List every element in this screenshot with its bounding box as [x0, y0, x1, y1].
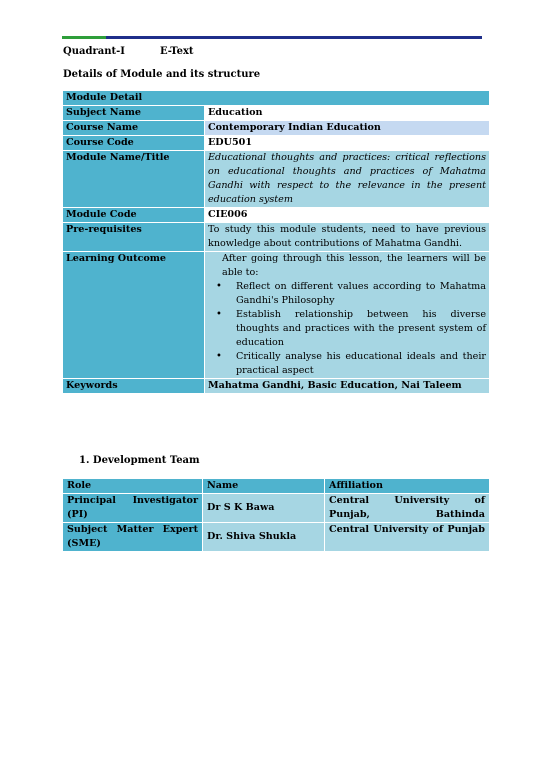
team-name: Dr. Shiva Shukla — [203, 523, 325, 552]
column-header-name: Name — [203, 479, 325, 494]
table-row — [63, 523, 490, 552]
course-code-label: Course Code — [63, 136, 205, 151]
course-code-value: EDU501 — [205, 136, 490, 151]
learning-outcome-intro: After going through this lesson, the learners will be able to: — [222, 253, 486, 278]
keywords-value: Mahatma Gandhi, Basic Education, Nai Taleem — [205, 379, 490, 394]
module-title-label: Module Name/Title — [63, 151, 205, 208]
table-row — [63, 252, 490, 379]
top-rule — [62, 36, 482, 39]
table-row — [63, 121, 490, 136]
table-row — [63, 151, 490, 208]
learning-outcome-list — [208, 280, 486, 378]
subject-name-label: Subject Name — [63, 106, 205, 121]
team-role-text: Principal Investigator (PI) — [67, 495, 198, 520]
column-header-affiliation: Affiliation — [325, 479, 490, 494]
list-item: • Establish relationship between his diverse thoughts and practices with the present system of education — [236, 308, 486, 350]
team-affiliation-text: Central University of Punjab — [329, 524, 485, 535]
team-role-text: Subject Matter Expert (SME) — [67, 524, 198, 549]
prerequisites-value: To study this module students, need to have previous knowledge about contributions of Mahatma Gandhi. — [205, 223, 490, 252]
list-item: • Critically analyse his educational ideals and their practical aspect — [236, 350, 486, 378]
top-rule-green — [62, 36, 106, 39]
team-affiliation — [325, 523, 490, 552]
table-header-row — [63, 479, 490, 494]
table-row — [63, 136, 490, 151]
module-code-label: Module Code — [63, 208, 205, 223]
page-subtitle: Details of Module and its structure — [63, 69, 261, 80]
keywords-label: Keywords — [63, 379, 205, 394]
table-row — [63, 494, 490, 523]
top-rule-blue — [106, 36, 482, 39]
module-detail-table — [62, 90, 490, 394]
team-name: Dr S K Bawa — [203, 494, 325, 523]
learning-outcome-label: Learning Outcome — [63, 252, 205, 379]
course-name-label: Course Name — [63, 121, 205, 136]
learning-outcome-value — [205, 252, 490, 379]
etext-label: E-Text — [160, 46, 194, 57]
list-item: • Reflect on different values according to Mahatma Gandhi's Philosophy — [236, 280, 486, 308]
column-header-role: Role — [63, 479, 203, 494]
team-affiliation — [325, 494, 490, 523]
page-header — [63, 46, 194, 57]
table-row — [63, 208, 490, 223]
module-detail-header: Module Detail — [63, 91, 490, 106]
table-row — [63, 106, 490, 121]
table-row — [63, 223, 490, 252]
team-affiliation-text: Central University of Punjab, Bathinda — [329, 495, 485, 520]
team-role — [63, 494, 203, 523]
module-code-value: CIE006 — [205, 208, 490, 223]
course-name-value: Contemporary Indian Education — [205, 121, 490, 136]
module-title-value: Educational thoughts and practices: critical reflections on educational thoughts and practices of Mahatma Gandhi with respect to the relevance in the present education system — [205, 151, 490, 208]
development-team-table — [62, 478, 490, 552]
prerequisites-label: Pre-requisites — [63, 223, 205, 252]
quadrant-label: Quadrant-I — [63, 46, 125, 57]
table-row — [63, 379, 490, 394]
subject-name-value: Education — [205, 106, 490, 121]
team-role — [63, 523, 203, 552]
development-team-heading: 1. Development Team — [79, 455, 200, 466]
